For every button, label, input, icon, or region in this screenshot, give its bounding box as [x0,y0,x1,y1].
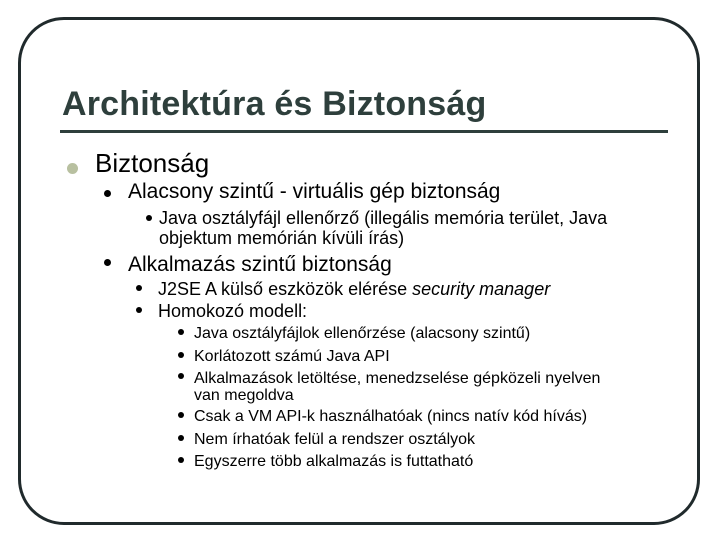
bullet-dot-icon [178,329,184,335]
bullet-dot-icon [178,435,184,441]
heading-biztonsag: Biztonság [95,148,210,178]
sandbox-label: Homokozó modell: [158,301,308,321]
low-level-item-line2: objektum memórián kívüli írás) [159,228,405,248]
app-level-label: Alkalmazás szintű biztonság [128,253,392,276]
bullet-dot-icon [104,259,111,266]
j2se-prefix: J2SE A külső eszközök elérése [158,279,413,299]
sandbox-item: Java osztályfájlok ellenőrzése (alacsony szintű) [194,325,531,342]
slide-title: Architektúra és Biztonság [62,85,487,123]
level1-bullet-icon [67,163,78,174]
sandbox-item: Korlátozott számú Java API [194,348,390,365]
j2se-item [158,280,550,299]
bullet-dot-icon [178,457,184,463]
low-level-item-line1: Java osztályfájl ellenőrző (illegális memória terület, Java [159,208,608,228]
sandbox-item: Egyszerre több alkalmazás is futtatható [194,453,474,470]
sandbox-item-continuation: van megoldva [194,387,294,404]
bullet-dot-icon [136,285,142,291]
low-level-label: Alacsony szintű - virtuális gép biztonság [128,180,501,203]
bullet-dot-icon [178,352,184,358]
sandbox-item: Csak a VM API-k használhatóak (nincs natív kód hívás) [194,408,588,425]
sandbox-item: Alkalmazások letöltése, menedzselése gépközeli nyelven [194,370,601,387]
security-manager-emph: security manager [412,279,551,299]
sandbox-item: Nem írhatóak felül a rendszer osztályok [194,431,476,448]
title-underline [60,130,668,133]
bullet-dot-icon [104,190,111,197]
bullet-dot-icon [178,412,184,418]
bullet-dot-icon [146,215,152,221]
bullet-dot-icon [178,373,184,379]
bullet-dot-icon [136,307,142,313]
